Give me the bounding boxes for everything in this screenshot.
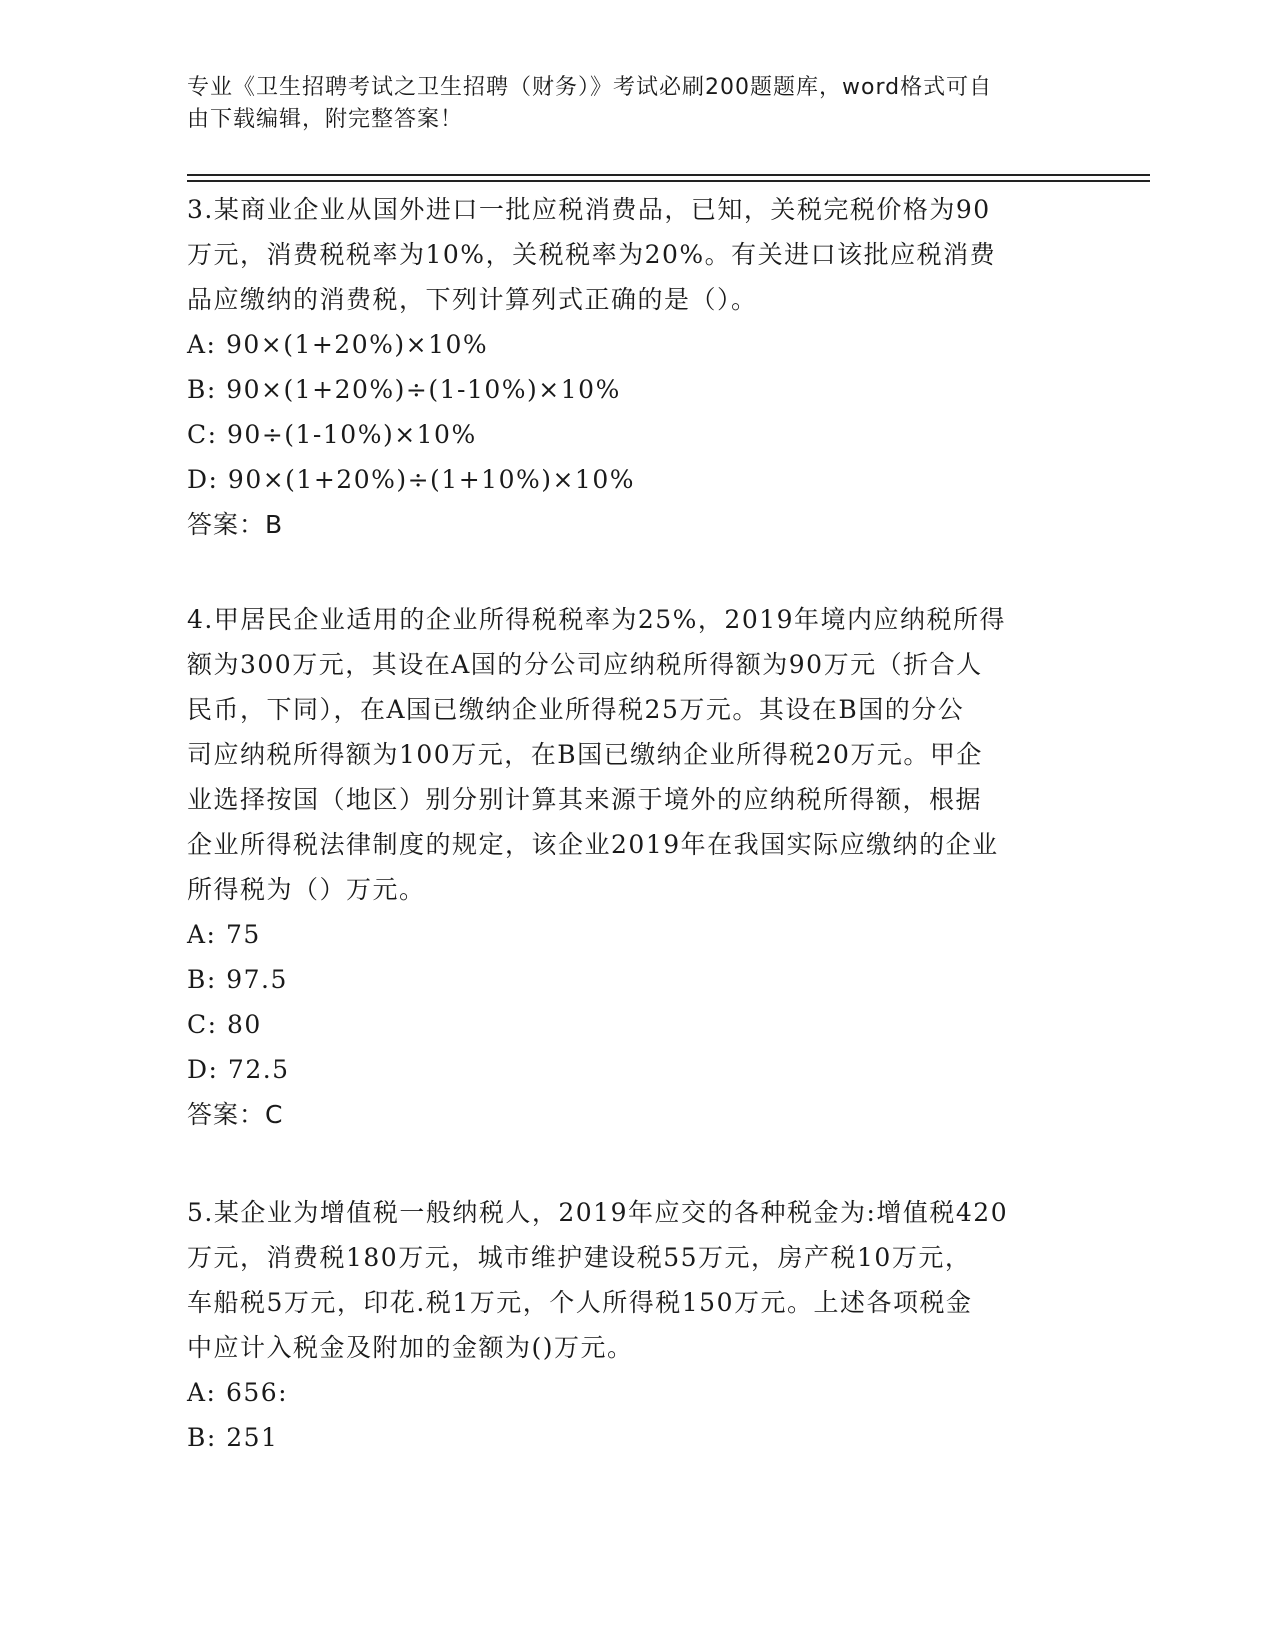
stem-line: 司应纳税所得额为100万元，在B国已缴纳企业所得税20万元。甲企 [187, 740, 983, 769]
option-d [187, 457, 1067, 502]
option-text: 90÷(1-10%)×10% [227, 420, 477, 449]
stem-line: 车船税5万元，印花.税1万元，个人所得税150万元。上述各项税金 [187, 1288, 973, 1317]
question-stem [187, 597, 1067, 912]
option-label: C: [187, 1010, 218, 1039]
header-line-2: 由下载编辑，附完整答案！ [187, 107, 464, 132]
option-label: A: [187, 1378, 217, 1407]
option-label: D: [187, 1055, 219, 1084]
option-c [187, 412, 1067, 457]
option-label: C: [187, 420, 218, 449]
option-text: 90×(1+20%)×10% [225, 330, 489, 359]
stem-line: 业选择按国（地区）别分别计算其来源于境外的应纳税所得额，根据 [187, 785, 983, 814]
stem-line: 品应缴纳的消费税，下列计算列式正确的是（）。 [187, 285, 758, 314]
option-b [187, 1415, 1067, 1460]
stem-line: 万元，消费税税率为10%，关税税率为20%。有关进口该批应税消费 [187, 240, 997, 269]
question-5 [187, 1190, 1067, 1460]
question-3 [187, 187, 1067, 547]
header-line-1: 专业《卫生招聘考试之卫生招聘（财务）》考试必刷200题题库，word格式可自 [187, 75, 993, 100]
stem-line: 所得税为（）万元。 [187, 875, 426, 904]
stem-line: 额为300万元，其设在A国的分公司应纳税所得额为90万元（折合人 [187, 650, 983, 679]
option-text: 80 [227, 1010, 262, 1039]
option-label: B: [187, 965, 217, 994]
question-4 [187, 597, 1067, 1137]
option-d [187, 1047, 1067, 1092]
option-text: 90×(1+20%)÷(1-10%)×10% [226, 375, 621, 404]
option-label: B: [187, 1423, 217, 1452]
option-a [187, 322, 1067, 367]
option-a [187, 912, 1067, 957]
stem-line: 3.某商业企业从国外进口一批应税消费品，已知，关税完税价格为90 [187, 195, 991, 224]
option-c [187, 1002, 1067, 1047]
stem-line: 5.某企业为增值税一般纳税人，2019年应交的各种税金为:增值税420 [187, 1198, 1009, 1227]
stem-line: 4.甲居民企业适用的企业所得税税率为25%，2019年境内应纳税所得 [187, 605, 1007, 634]
question-stem [187, 187, 1067, 322]
document-header [187, 72, 1067, 136]
option-label: D: [187, 465, 219, 494]
option-label: A: [187, 920, 217, 949]
answer-line: 答案：B [187, 510, 284, 539]
stem-line: 中应计入税金及附加的金额为()万元。 [187, 1333, 634, 1362]
option-text: 251 [226, 1423, 279, 1452]
question-stem [187, 1190, 1067, 1370]
option-b [187, 367, 1067, 412]
header-divider-top [187, 174, 1150, 176]
option-text: 656: [225, 1378, 289, 1407]
option-b [187, 957, 1067, 1002]
stem-line: 民币，下同），在A国已缴纳企业所得税25万元。其设在B国的分公 [187, 695, 965, 724]
option-label: B: [187, 375, 217, 404]
header-divider-bottom [187, 180, 1150, 182]
answer-line: 答案：C [187, 1100, 284, 1129]
option-text: 97.5 [226, 965, 288, 994]
option-label: A: [187, 330, 217, 359]
stem-line: 企业所得税法律制度的规定，该企业2019年在我国实际应缴纳的企业 [187, 830, 999, 859]
option-text: 75 [225, 920, 261, 949]
stem-line: 万元，消费税180万元，城市维护建设税55万元，房产税10万元， [187, 1243, 972, 1272]
option-text: 72.5 [227, 1055, 290, 1084]
option-a [187, 1370, 1067, 1415]
option-text: 90×(1+20%)÷(1+10%)×10% [227, 465, 635, 494]
